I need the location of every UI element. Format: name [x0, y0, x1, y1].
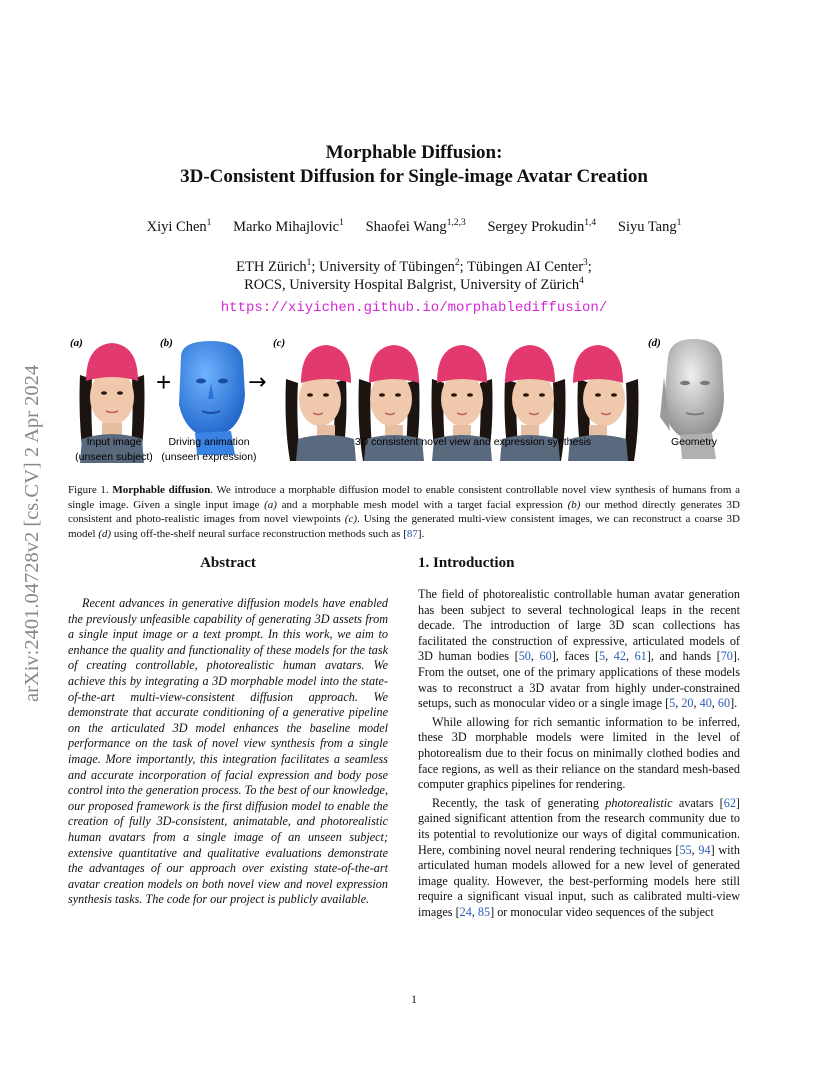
- figure-caption-ref-d: (d): [98, 527, 112, 540]
- figure-caption-text-6: ].: [417, 527, 425, 540]
- figure-caption-ref-c: (c): [344, 513, 358, 525]
- figure-caption-ref-b: (b): [567, 498, 581, 511]
- affiliation-mark: 1: [306, 258, 312, 268]
- caption-b-line-1: Driving animation: [168, 436, 250, 448]
- introduction-paragraph-2: While allowing for rich semantic information to be inferred, these 3D morphable models were limited in the level of photorealism due to their focus on minimally clothed bodies and face regions, as well as their reliance on the standard mesh-based computer graphics pipelines for rendering.: [418, 714, 740, 792]
- emphasis: photorealistic: [605, 795, 673, 810]
- novel-view-image: [286, 345, 357, 461]
- citation-link[interactable]: 60: [539, 649, 552, 664]
- figure-caption-text-5: using off-the-shelf neural surface reconstruction methods such as [: [111, 527, 407, 540]
- citation-link[interactable]: 60: [717, 696, 731, 711]
- figure-caption-text-3: our method directly generates 3D consistent and photo-realistic images from novel viewpoints: [68, 498, 740, 525]
- figure-caption-text-1: . We introduce a morphable diffusion model to enable consistent controllable novel view synthesis of humans from a single image. Given a single input image: [68, 484, 740, 511]
- citation-link[interactable]: 70: [720, 649, 733, 664]
- caption-a-line-1: Input image: [86, 436, 142, 448]
- figure-caption-bold: Morphable diffusion: [112, 484, 211, 496]
- page-number: 1: [411, 992, 417, 1006]
- author-name: Siyu Tang: [617, 218, 677, 235]
- author-name: Shaofei Wang: [365, 218, 447, 235]
- introduction-body: [418, 587, 740, 923]
- abstract-heading: Abstract: [200, 555, 256, 571]
- affiliations-line-2: [0, 276, 828, 294]
- citation-link[interactable]: 20: [681, 696, 694, 711]
- introduction-paragraph-1: The field of photorealistic controllable human avatar generation has been subject to several technological leaps in the recent decade. The introduction of large 3D scan collections has facilitated the construction of expressive, articulated models of 3D human bodies [50, 60], faces [5, 42, 61], and hands [70]. From the outset, one of the primary applications of these models was to reconstruct a 3D avatar from highly under-constrained setups, such as monocular video or a single image [5, 20, 40, 60].: [418, 587, 740, 711]
- author-affiliation-mark: 1: [339, 218, 344, 228]
- author-name: Sergey Prokudin: [487, 218, 585, 235]
- affiliation-mark: 2: [454, 258, 460, 268]
- label-a: (a): [70, 337, 83, 349]
- introduction-heading: 1. Introduction: [418, 555, 515, 571]
- affiliation-name: ROCS, University Hospital Balgrist, University of Zürich: [244, 276, 580, 293]
- citation-link[interactable]: 61: [634, 649, 647, 664]
- label-b: (b): [160, 337, 173, 349]
- author-affiliation-mark: 1: [676, 218, 682, 228]
- author-name: Xiyi Chen: [146, 218, 207, 235]
- figure-caption-text-4: . Using the generated multi-view consistent images, we can reconstruct a coarse 3D model: [68, 513, 740, 540]
- citation-link[interactable]: 87: [406, 527, 418, 540]
- citation-link[interactable]: 55: [679, 842, 692, 857]
- introduction-paragraph-3: Recently, the task of generating photorealistic avatars [62] gained significant attention from the research community due to its potential to revolutionize our ways of digital communication. Here, combining novel neural rendering techniques [55, 94] with articulated human models allowed for a new level of generated image quality. However, the best-performing models here still require a significant visual input, such as calibrated multi-view images [24, 85] or monocular video sequences of the subject: [418, 795, 741, 919]
- author-affiliation-mark: 1,2,3: [446, 218, 466, 228]
- author-name: Marko Mihajlovic: [233, 218, 340, 235]
- affiliations-line-1: ETH Zürich$^1$; University of Tübingen$^2$; Tübingen AI Center$^3$;: [236, 258, 592, 275]
- affiliation-name: Tübingen AI Center: [467, 258, 584, 275]
- figure-caption-text-2: and a morphable mesh model with a target facial expression: [276, 498, 568, 511]
- arxiv-identifier: [4, 290, 52, 710]
- affiliation-mark: 4: [579, 276, 584, 286]
- figure-caption-ref-a: (a): [264, 498, 277, 511]
- project-url-link[interactable]: https://xiyichen.github.io/morphablediffusion/: [220, 300, 608, 316]
- paper-title-line-2: 3D-Consistent Diffusion for Single-image Avatar Creation: [180, 166, 648, 187]
- citation-link[interactable]: 40: [699, 696, 712, 711]
- arxiv-identifier-text: arXiv:2401.04728v2 [cs.CV] 2 Apr 2024: [21, 364, 43, 702]
- citation-link[interactable]: 94: [698, 842, 711, 857]
- citation-link[interactable]: 85: [477, 904, 491, 919]
- figure-caption-prefix: Figure 1.: [68, 484, 113, 496]
- caption-b-line-2: (unseen expression): [161, 451, 257, 463]
- arrow: →: [248, 370, 267, 395]
- figure-1: [68, 335, 740, 465]
- author-list: [0, 218, 828, 236]
- label-d: (d): [648, 337, 661, 349]
- affiliation-name: University of Tübingen: [319, 258, 455, 275]
- citation-link[interactable]: 42: [613, 649, 626, 664]
- caption-a-line-2: (unseen subject): [75, 451, 153, 463]
- figure-1-graphic: [68, 335, 740, 465]
- citation-link[interactable]: 62: [723, 795, 736, 810]
- citation-link[interactable]: 5: [599, 649, 606, 664]
- caption-c: 3D consistent novel view and expression synthesis: [354, 436, 592, 448]
- citation-link[interactable]: 24: [459, 904, 472, 919]
- affiliation-name: ETH Zürich: [236, 258, 307, 275]
- caption-d: Geometry: [670, 436, 718, 448]
- citation-link[interactable]: 5: [669, 696, 676, 711]
- plus-sign: +: [156, 367, 172, 397]
- figure-1-caption: [68, 483, 740, 541]
- paper-title-line-1: Morphable Diffusion:: [325, 142, 503, 163]
- affiliation-mark: 3: [583, 258, 588, 268]
- author-affiliation-mark: 1: [206, 218, 212, 228]
- label-c: (c): [273, 337, 286, 349]
- author-affiliation-mark: 1,4: [584, 218, 597, 228]
- citation-link[interactable]: 50: [518, 649, 531, 664]
- abstract-body: Recent advances in generative diffusion models have enabled the previously unfeasible capability of generating 3D assets from a single input image or a text prompt. In this work, we aim to enhance the quality and functionality of these models for the task of creating controllable, photorealistic human avatars. We achieve this by integrating a 3D morphable model into the state-of-the-art multi-view-consistent diffusion approach. We demonstrate that accurate conditioning of a generative pipeline on the articulated 3D model enhances the baseline model performance on the task of novel view synthesis from a single image. More importantly, this integration facilitates a seamless and accurate incorporation of facial expression and body pose control into the generation process. To the best of our knowledge, our proposed framework is the first diffusion model to enable the creation of fully 3D-consistent, animatable, and photorealistic human avatars from a single image of an unseen subject; extensive quantitative and qualitative evaluations demonstrate the advantages of our approach over existing state-of-the-art avatar creation models on both novel view and novel expression synthesis tasks. The code for our project is publicly available.: [68, 596, 388, 907]
